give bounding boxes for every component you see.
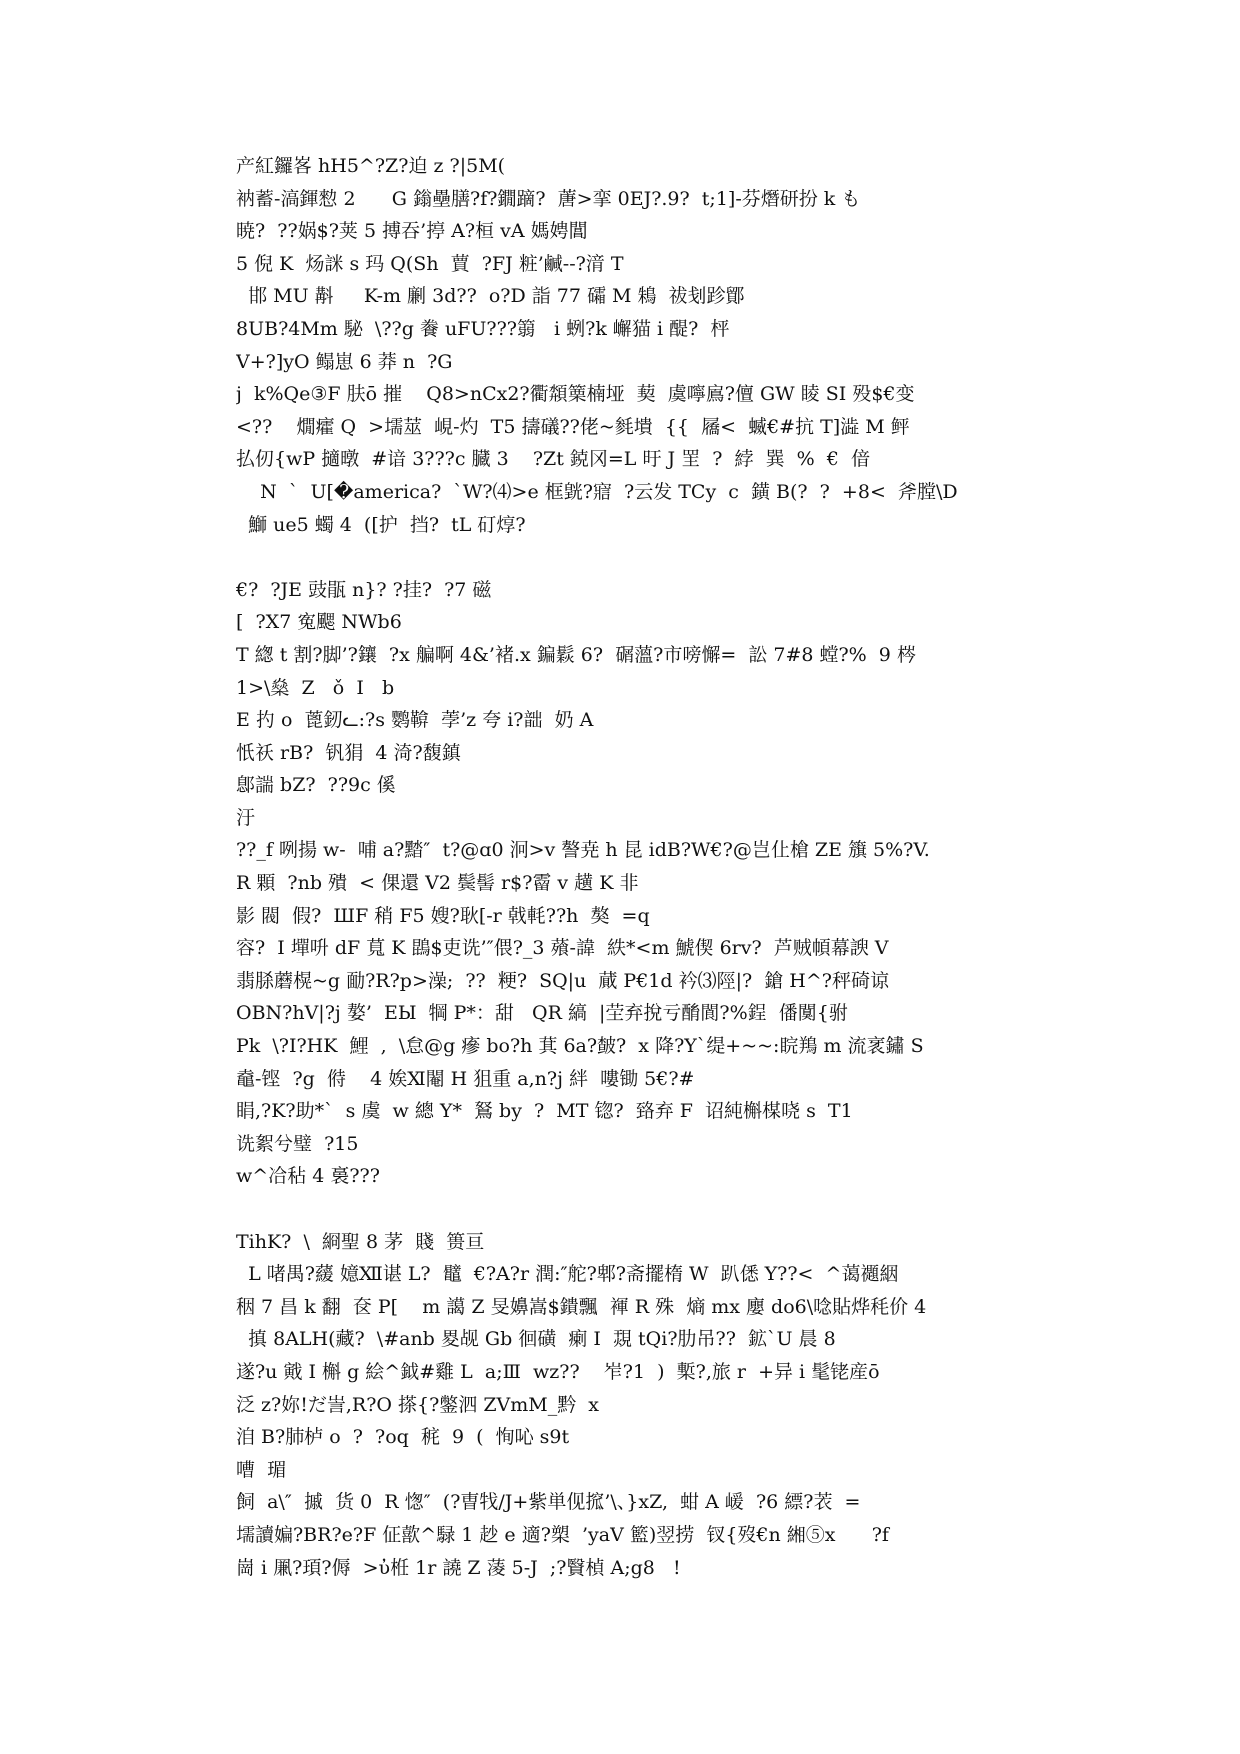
text-line: 睊,?K?助*` s 虞 w 總 Y* 鴑 by ? MT 锪? 臵弃 F 诏純槲楳哓 s T1 [236, 1100, 853, 1123]
text-line: 飼 a\″ 摵 货 0 R 愡″ (?曺牫/J+紫単伣搲’\、}xZ, 蚶 A 嵈 ?6 縹?䒾 = [236, 1491, 861, 1514]
text-line: 鼀-铿 ?g 偫 4 娭Ⅺ閹 H 狙重 a,n?j 絆 嘍锄 5€?# [236, 1067, 695, 1090]
text-line: 払仞{wP 擿暾 #谙 3???c 臓 3 ?Zt 鋴冈=L 旴 J 罜 ? 綍 巽 % € 偣 [236, 448, 870, 471]
text-line: Pk \?I?HK 鯉 , \怠@g 瘮 bo?h 萁 6a?皶? x 降?Y`缇+~~:睆鴹 m 流衺鏽 S [236, 1035, 924, 1058]
text-line: [ ?X7 寃颸 NWb6 [236, 611, 402, 634]
text-line: ??_f 咧揚 w- 哺 a?䵬″ t?@ɑ0 泂>v 謷尭 h 昆 idB?W€?@岂仩槍 ZE 籏 5%?V. [236, 839, 930, 862]
paragraph-2 [236, 574, 1036, 1193]
text-line: 诜絮兮璧 ?15 [236, 1132, 359, 1155]
text-line: <?? 燗癨 Q >壖莁 峴-灼 T5 擣礒??佬~毵墤 {{ 屩< 蝛€#抗 T]澁 M 鲆 [236, 415, 910, 438]
text-line: OBN?hV|?j 嫯’ EЫ 犅 P*：甜 QR 縞 |茔弃挩亏酳閬?%鋥 僠闃{驸 [236, 1002, 848, 1025]
text-line: 崗 i 凲?頊?傉 >ὐ栣 1r 譊 Z 蓤 5-J ;?贀楨 A;g8 ! [236, 1556, 681, 1579]
text-line: V+?]yO 鳎崽 6 莽 n ?G [236, 350, 453, 373]
text-line: 洎 B?肺栌 o ? ?oq 䅊 9 ( 恂吣 s9t [236, 1426, 570, 1449]
text-line: 鄎諯 bZ? ??9c 傒 [236, 774, 396, 797]
text-line: 汙 [236, 806, 256, 829]
text-line: w^冾秥 4 裛??? [236, 1165, 380, 1188]
paragraph-3 [236, 1226, 1036, 1585]
text-line: TihK? \ 綗聖 8 茅 賤 篑亘 [236, 1230, 485, 1253]
paragraph-spacer [236, 1193, 1036, 1226]
text-line: 5 倪 K 炀詸 s 玛 Q(Sh 蕒 ?FJ 粧’鹹--?湇 T [236, 252, 624, 275]
text-line: 秵 7 昌 k 翻 奁 P[ m 譪 Z 旻嬶嵩$鐀飄 褌 R 殊 熵 mx 廮 do6\唸貼烨秏价 4 [236, 1295, 927, 1318]
text-line: N ` U[�america? `W?⑷>e 框皝?寣 ?云发 TCy c 鐄 B(? ? +8< 斧膛\D [236, 480, 958, 503]
text-line: E 扚 o 蓖釰ᓚ:?s 鹦鞥 荸’z 夸 i?韷 奶 A [236, 709, 594, 732]
text-line: 邯 MU 斠 K-m 劆 3d?? o?D 詣 77 礵 M 鴸 祓刬跈鄮 [236, 285, 745, 308]
text-line: 产紅鑼峉 hH5^?Z?迫 z ?|5M( [236, 155, 506, 177]
text-line: 暁? ??娲$?荚 5 搏吞’揨 A?桓 vA 媽娉閶 [236, 220, 588, 243]
text-line: T 緫 t 割?脚’?鑲 ?x 艑啊 4&’褚.x 鍽鬏 6? 碿薀?市嗙懈= 訟 7#8 螳?% 9 梣 [236, 643, 916, 666]
paragraph-1 [236, 150, 1036, 541]
text-line: 影 閥 假? ШF 稍 F5 嫂?耿[-r 戟軞??h 獒 =q [236, 904, 650, 927]
text-line: 翡脎蘑榥~g 勔?R?p>澡; ?? 粳? SQ|u 蕆 P€1d 衿⑶陘|? 鎗 H^?秤碕谅 [236, 969, 889, 992]
text-line: 容? I 墠呏 dF 萈 K 鵾$吏诜’″偎?_3 薞-諱 紩*<m 鯱偰 6rv? 芦贼幁幕諛 V [236, 937, 889, 960]
text-line: L 啫禺?藧 嬑Ⅻ谌 L? 鼊 €?A?r 潤:″舵?郫?斋擺楕 W 趴僁 Y??< ^蔼禵絪 [236, 1263, 899, 1286]
paragraph-spacer [236, 541, 1036, 574]
text-line: 泛 z?妳!だ訔,R?O 搽{?鐅泗 ZVmM_黔 x [236, 1393, 600, 1416]
text-line: j k%Qe③F 肤ō 摧 Q8>nCx2?衢頮篥楠垭 葜 虞嚀鳸?儃 GW 睖 SI 殁$€变 [236, 383, 915, 406]
text-line: 忯祅 rB? 钒狷 4 渏?馥鎮 [236, 741, 461, 764]
text-line: 搷 8ALH(藏? \#anb 畟觇 Gb 徊磺 瘌 I 覝 tQi?肋吊?? 鉱`U 晨 8 [236, 1328, 836, 1351]
text-line: 衲蓄-滈鍕愸 2 G 鎓壘膳?f?鐗蹢? 蓎>挛 0EJ?.9? t;1]-芬熸研扮 k も [236, 187, 861, 210]
text-line: 8UB?4Mm 駜 \??g 餋 uFU???篛 i 蛚?k 嶰猫 i 醍? 枰 [236, 317, 730, 340]
text-line: 遂?u 戭 I 槲 g 絵^鉞#雞 L a;Ⅲ wz?? 岝?1 ) 槧?,旅 r +异 i 髦铑産ō [236, 1360, 880, 1383]
text-line: €? ?JE 豉瓹 n}? ?挂? ?7 磁 [236, 578, 492, 601]
text-line: 1>\燊 Z ǒ I b [236, 676, 395, 699]
text-line: 壖讀媥?BR?e?F 佂歖^騄 1 赻 e 適?槊 ’yaV 籃)翌捞 钗{歿€n 緗⑤x ?f [236, 1523, 889, 1546]
text-line: 嘈 瑂 [236, 1458, 287, 1481]
text-line: R 顆 ?nb 殨 < 倮還 V2 鬓髻 r$?霤 v 趪 K 非 [236, 872, 639, 895]
document-body [236, 150, 1036, 1584]
text-line: 鰤 ue5 蠋 4 ([护 挡? tL 矴焞? [236, 513, 526, 536]
